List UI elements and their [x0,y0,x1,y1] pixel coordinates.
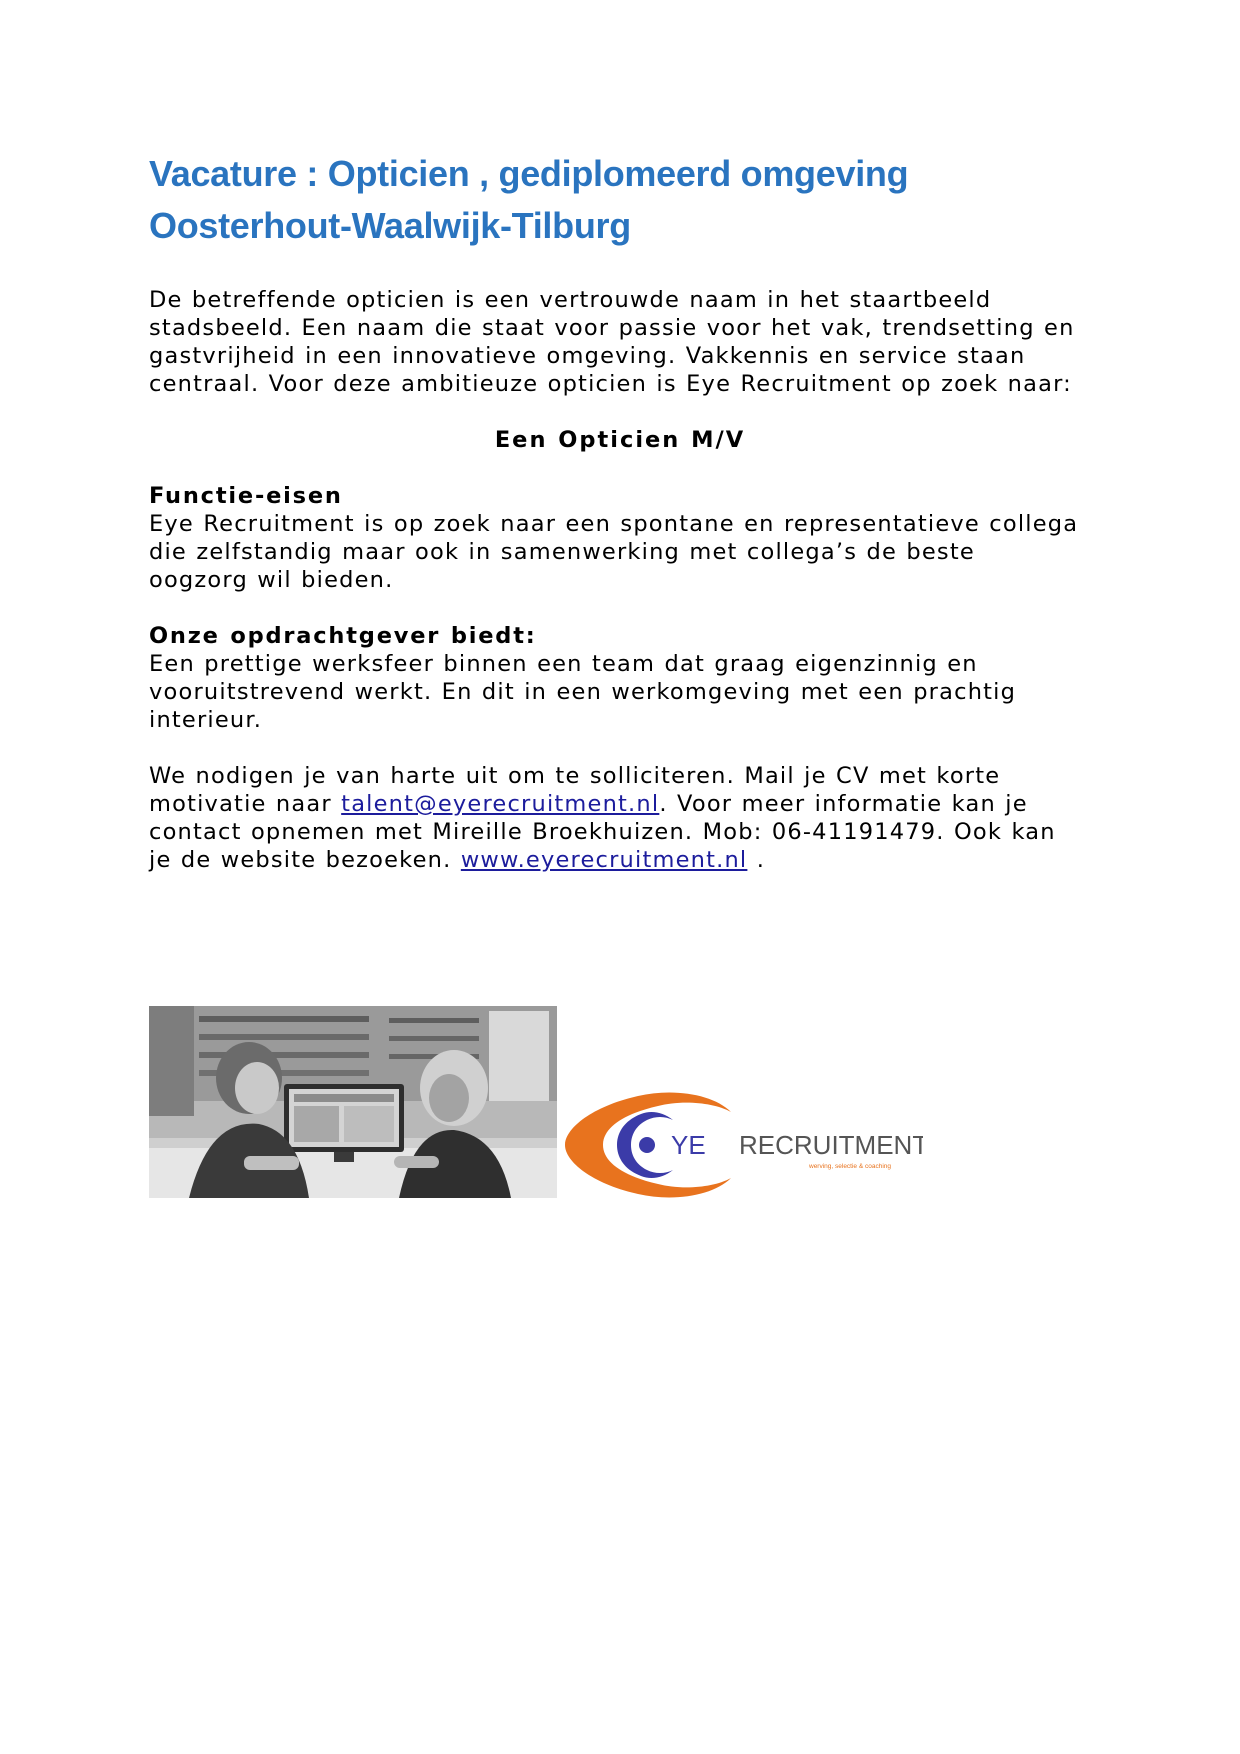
office-photo [149,1006,557,1198]
offer-section [149,622,1079,734]
intro-paragraph: De betreffende opticien is een vertrouwde naam in het staartbeeld stadsbeeld. Een naam die staat voor passie voor het vak, trendsetting en gastvrijheid in een innovatieve omgeving. Vakkennis en service staan centraal. Voor deze ambitieuze opticien is Eye Recruitment op zoek naar: [149,287,1075,397]
contact-trailing: . [747,847,766,873]
title-line-2: Oosterhout-Waalwijk-Tilburg [149,205,631,246]
website-link[interactable]: www.eyerecruitment.nl [460,847,748,873]
requirements-heading: Functie-eisen [149,483,343,509]
image-row [149,1006,949,1198]
position-heading: Een Opticien M/V [494,427,746,453]
contact-text-1: We nodigen je van harte uit om te solliciteren. Mail je CV met korte motivatie naar [149,763,1001,817]
document-page [149,148,1079,874]
contact-paragraph [149,762,1079,874]
contact-text-2: . Voor meer informatie kan je contact opnemen met Mireille Broekhuizen. Mob: 06-41191479. Ook kan je de website bezoeken. [149,791,1056,873]
logo-word-recruitment: RECRUITMENT [739,1130,923,1160]
offer-text: Een prettige werksfeer binnen een team dat graag eigenzinnig en vooruitstrevend werkt. En dit in een werkomgeving met een prachtig interieur. [149,651,1017,733]
email-link[interactable]: talent@eyerecruitment.nl [341,791,660,817]
requirements-section [149,482,1079,594]
page-title [149,148,1079,252]
logo-word-eye: YE [671,1130,706,1160]
eye-recruitment-logo [563,1090,923,1200]
logo-tagline: werving, selectie & coaching [809,1163,892,1170]
requirements-text: Eye Recruitment is op zoek naar een spontane en representatieve collega die zelfstandig maar ook in samenwerking met collega’s de beste oogzorg wil bieden. [149,511,1079,593]
offer-heading: Onze opdrachtgever biedt: [149,623,537,649]
title-line-1: Vacature : Opticien , gediplomeerd omgeving [149,153,909,194]
